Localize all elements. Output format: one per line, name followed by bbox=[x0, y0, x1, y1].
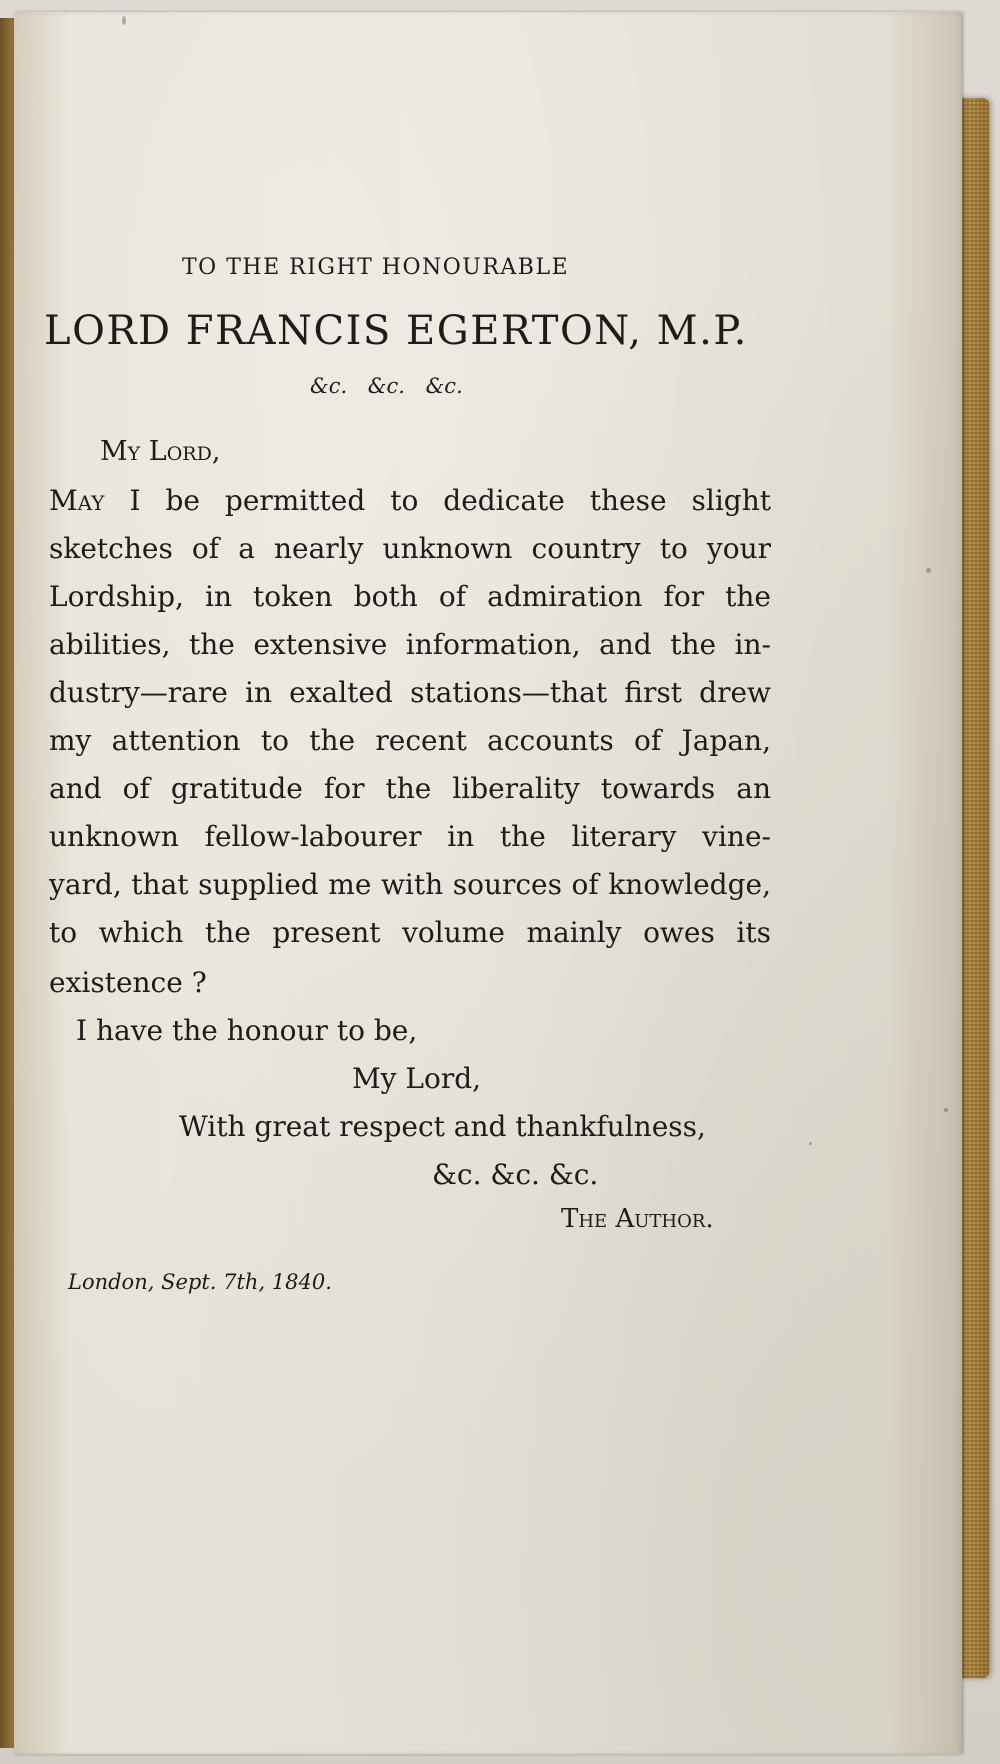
body-first-rest: I be permitted to dedicate these slight bbox=[104, 484, 771, 517]
body-line bbox=[49, 484, 771, 517]
paper-speck bbox=[944, 1108, 948, 1112]
dedication-to-line: TO THE RIGHT HONOURABLE bbox=[182, 255, 570, 280]
body-line: yard, that supplied me with sources of knowledge, bbox=[49, 868, 771, 901]
paper-speck bbox=[122, 16, 126, 25]
closing-etc: &c. &c. &c. bbox=[432, 1158, 599, 1191]
dedication-page bbox=[14, 12, 962, 1754]
body-line: to which the present volume mainly owes its bbox=[49, 916, 771, 949]
closing-my-lord: My Lord, bbox=[352, 1062, 482, 1095]
body-line: existence ? bbox=[49, 966, 207, 999]
body-line: and of gratitude for the liberality towards an bbox=[49, 772, 771, 805]
place-date: London, Sept. 7th, 1840. bbox=[68, 1270, 332, 1294]
body-line: unknown fellow-labourer in the literary vine- bbox=[49, 820, 771, 853]
body-line: my attention to the recent accounts of Japan, bbox=[49, 724, 771, 757]
body-line: sketches of a nearly unknown country to your bbox=[49, 532, 771, 565]
body-line: abilities, the extensive information, and the in- bbox=[49, 628, 771, 661]
signature: The Author. bbox=[561, 1204, 714, 1234]
body-first-word: May bbox=[49, 484, 105, 517]
closing-respect: With great respect and thankfulness, bbox=[179, 1110, 706, 1143]
body-line: dustry—rare in exalted stations—that first drew bbox=[49, 676, 771, 709]
dedicatee-name: LORD FRANCIS EGERTON, M.P. bbox=[44, 308, 748, 354]
body-line: Lordship, in token both of admiration for the bbox=[49, 580, 771, 613]
closing-honour: I have the honour to be, bbox=[76, 1014, 418, 1047]
salutation: My Lord, bbox=[100, 436, 221, 467]
etc-line: &c. &c. &c. bbox=[310, 374, 463, 398]
paper-speck bbox=[809, 1142, 812, 1145]
paper-speck bbox=[926, 568, 931, 573]
